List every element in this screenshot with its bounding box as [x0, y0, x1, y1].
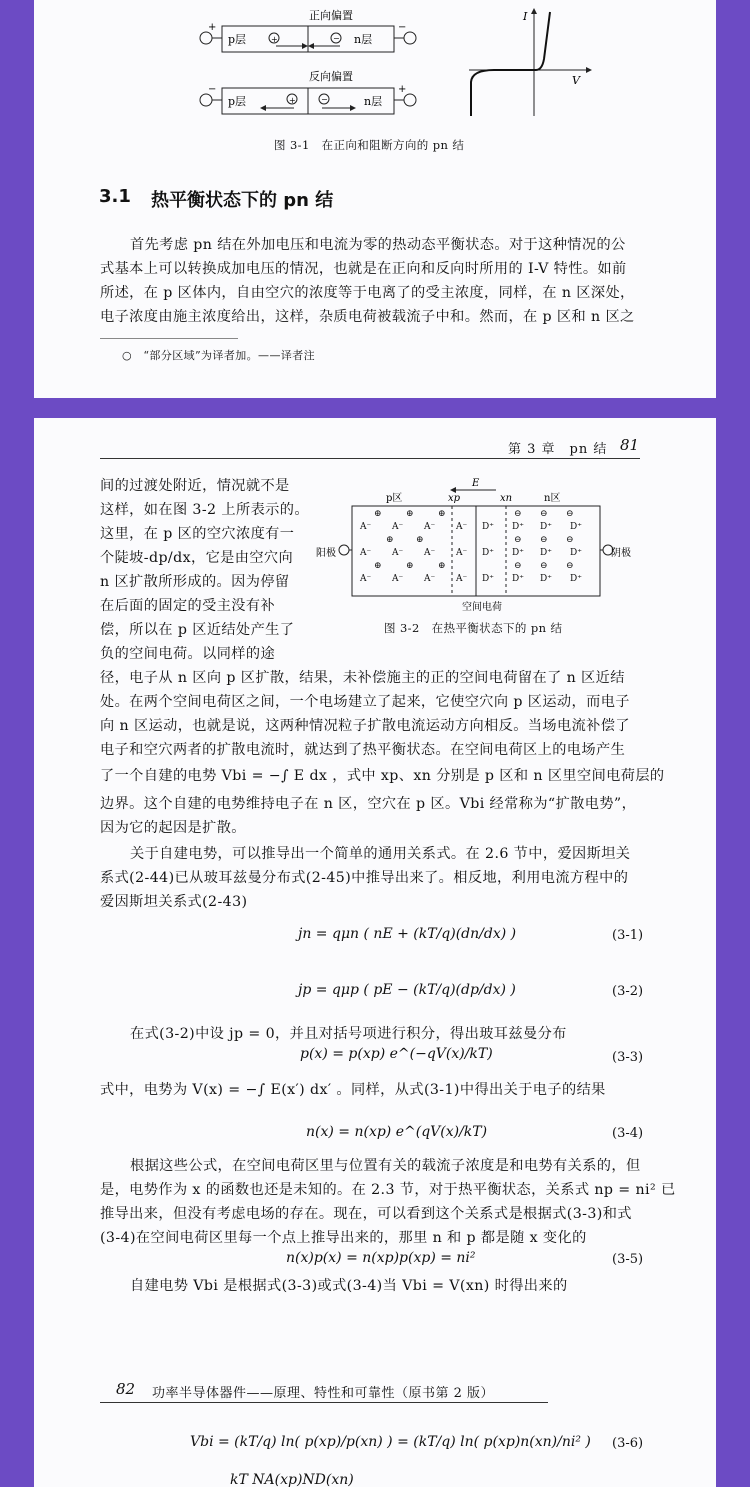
- svg-text:A⁻: A⁻: [424, 574, 436, 584]
- svg-text:⊕: ⊕: [438, 509, 446, 519]
- running-header-page: 81: [620, 436, 640, 454]
- wrap-line: n 区扩散所形成的。因为停留: [100, 574, 290, 590]
- svg-text:D⁺: D⁺: [540, 548, 552, 558]
- wrap-line: 这样，如在图 3-2 上所表示的。: [100, 502, 309, 518]
- svg-text:⊖: ⊖: [514, 535, 522, 545]
- svg-text:A⁻: A⁻: [456, 574, 468, 584]
- paragraph-line: 电子和空穴两者的扩散电流时，就达到了热平衡状态。在空间电荷区上的电场产生: [100, 742, 626, 758]
- forward-minus: −: [398, 22, 407, 33]
- svg-text:D⁺: D⁺: [570, 522, 582, 532]
- paragraph-line: 了一个自建的电势 Vbi = −∫ E dx ，式中 xp、xn 分别是 p 区和 n 区里空间电荷层的: [100, 768, 665, 784]
- svg-text:A⁻: A⁻: [392, 522, 404, 532]
- footer-book-title: 功率半导体器件——原理、特性和可靠性（原书第 2 版）: [152, 1386, 495, 1401]
- figure-3-2: [316, 474, 634, 619]
- forward-label: 正向偏置: [309, 9, 353, 22]
- wrap-line: 在后面的固定的受主没有补: [100, 598, 276, 614]
- paragraph-line: 处。在两个空间电荷区之间，一个电场建立了起来，它使空穴向 p 区运动，而电子: [100, 694, 630, 710]
- figure-3-2-caption: 图 3-2 在热平衡状态下的 pn 结: [384, 621, 563, 635]
- svg-text:−: −: [333, 34, 340, 43]
- svg-text:D⁺: D⁺: [482, 522, 494, 532]
- svg-text:⊕: ⊕: [438, 561, 446, 571]
- paragraph-line: 根据这些公式，在空间电荷区里与位置有关的载流子浓度是和电势有关系的，但: [130, 1158, 641, 1174]
- paragraph-line: 边界。这个自建的电势维持电子在 n 区，空穴在 p 区。Vbi 经常称为“扩散电势”，: [100, 796, 637, 812]
- svg-text:−: −: [321, 95, 328, 104]
- paragraph-line: 推导出来，但没有考虑电场的存在。现在，可以看到这个关系式是根据式(3-3)和式: [100, 1206, 632, 1222]
- axis-i-label: I: [523, 10, 528, 23]
- svg-text:+: +: [289, 96, 296, 105]
- svg-text:⊕: ⊕: [374, 509, 382, 519]
- paragraph-line: 向 n 区运动，也就是说，这两种情况粒子扩散电流运动方向相反。当场电流补偿了: [100, 718, 630, 734]
- svg-text:D⁺: D⁺: [540, 574, 552, 584]
- footnote-rule: [100, 338, 238, 339]
- wrap-line: 负的空间电荷。以同样的途: [100, 646, 276, 662]
- svg-text:⊖: ⊖: [514, 561, 522, 571]
- paragraph-line: 关于自建电势，可以推导出一个简单的通用关系式。在 2.6 节中，爱因斯坦关: [130, 846, 631, 862]
- paragraph-line: 因为它的起因是扩散。: [100, 820, 246, 836]
- header-rule: [100, 458, 640, 459]
- equation-3-2-number: (3-2): [612, 984, 644, 999]
- equation-3-3: p(x) = p(xp) e^(−qV(x)/kT): [300, 1046, 493, 1062]
- wrap-line: 间的过渡处附近，情况就不是: [100, 478, 290, 494]
- equation-3-1: jn = qμn ( nE + (kT/q)(dn/dx) ): [298, 926, 517, 942]
- footnote: ○ “部分区域”为译者加。——译者注: [122, 349, 316, 362]
- svg-text:⊖: ⊖: [514, 509, 522, 519]
- space-charge-label: 空间电荷: [462, 602, 502, 613]
- equation-3-1-number: (3-1): [612, 928, 644, 943]
- equation-3-3-number: (3-3): [612, 1050, 644, 1065]
- figure-3-1-caption: 图 3-1 在正向和阻断方向的 pn 结: [274, 138, 465, 152]
- page-1: [0, 0, 750, 398]
- svg-text:A⁻: A⁻: [424, 548, 436, 558]
- forward-p-layer: p层: [228, 33, 247, 46]
- paragraph-line: 径，电子从 n 区向 p 区扩散，结果，未补偿施主的正的空间电荷留在了 n 区近结: [100, 670, 625, 686]
- svg-text:D⁺: D⁺: [512, 548, 524, 558]
- svg-text:D⁺: D⁺: [570, 574, 582, 584]
- cathode-label: 阴极: [611, 548, 631, 559]
- reverse-label: 反向偏置: [309, 70, 353, 83]
- svg-text:⊕: ⊕: [416, 535, 424, 545]
- reverse-plus: +: [398, 84, 407, 95]
- paragraph-line: 所述，在 p 区体内，自由空穴的浓度等于电离了的受主浓度，同样，在 n 区深处，: [100, 285, 635, 301]
- reverse-minus: −: [208, 84, 217, 95]
- equation-3-2: jp = qμp ( pE − (kT/q)(dp/dx) ): [298, 982, 516, 998]
- svg-text:D⁺: D⁺: [540, 522, 552, 532]
- footer-page-number: 82: [116, 1380, 136, 1398]
- svg-text:⊕: ⊕: [374, 561, 382, 571]
- svg-text:D⁺: D⁺: [512, 574, 524, 584]
- paragraph-line: 式中，电势为 V(x) = −∫ E(x′) dx′ 。同样，从式(3-1)中得出关于电子的结果: [100, 1082, 606, 1098]
- svg-text:⊖: ⊖: [540, 535, 548, 545]
- svg-text:⊖: ⊖: [566, 509, 574, 519]
- paragraph-line: 系式(2-44)已从玻耳兹曼分布式(2-45)中推导出来了。相反地，利用电流方程中的: [100, 870, 629, 886]
- footer-rule: [100, 1402, 548, 1403]
- svg-text:⊖: ⊖: [566, 535, 574, 545]
- figure-3-1: [194, 4, 594, 124]
- paragraph-line: 式基本上可以转换成加电压的情况，也就是在正向和反向时所用的 I-V 特性。如前: [100, 261, 627, 277]
- field-label: E: [472, 478, 480, 489]
- equation-3-5: n(x)p(x) = n(xp)p(xp) = ni²: [286, 1250, 476, 1266]
- wrap-line: 偿，所以在 p 区近结处产生了: [100, 622, 295, 638]
- running-header-chapter: 第 3 章 pn 结: [508, 442, 608, 457]
- paragraph-line: (3-4)在空间电荷区里每一个点上推导出来的，那里 n 和 p 都是随 x 变化的: [100, 1230, 587, 1246]
- svg-text:D⁺: D⁺: [482, 548, 494, 558]
- wrap-line: 这里，在 p 区的空穴浓度有一: [100, 526, 295, 542]
- equation-3-6: Vbi = (kT/q) ln( p(xp)/p(xn) ) = (kT/q) ln( p(xp)n(xn)/ni² ): [190, 1434, 591, 1450]
- reverse-p-layer: p层: [228, 95, 247, 108]
- forward-plus: +: [208, 22, 217, 33]
- svg-text:+: +: [271, 35, 278, 44]
- wrap-line: 个陡坡-dp/dx，它是由空穴向: [100, 550, 294, 566]
- svg-text:A⁻: A⁻: [392, 548, 404, 558]
- axis-v-label: V: [572, 74, 580, 87]
- forward-n-layer: n层: [354, 33, 373, 46]
- page-2: [0, 418, 750, 1487]
- svg-text:⊖: ⊖: [540, 561, 548, 571]
- svg-text:D⁺: D⁺: [482, 574, 494, 584]
- svg-text:A⁻: A⁻: [456, 548, 468, 558]
- svg-text:A⁻: A⁻: [360, 574, 372, 584]
- xn-label: xn: [500, 493, 513, 504]
- equation-3-4: n(x) = n(xp) e^(qV(x)/kT): [306, 1124, 488, 1140]
- svg-text:D⁺: D⁺: [570, 548, 582, 558]
- equation-3-5-number: (3-5): [612, 1252, 644, 1267]
- svg-text:⊕: ⊕: [406, 509, 414, 519]
- paragraph-line: 是，电势作为 x 的函数也还是未知的。在 2.3 节，对于热平衡状态，关系式 np = ni² 已: [100, 1182, 676, 1198]
- svg-text:⊕: ⊕: [386, 535, 394, 545]
- section-title: 热平衡状态下的 pn 结: [151, 190, 334, 211]
- equation-3-7-partial: kT NA(xp)ND(xn): [230, 1472, 354, 1487]
- reverse-n-layer: n层: [364, 95, 383, 108]
- paragraph-line: 电子浓度由施主浓度给出，这样，杂质电荷被载流子中和。然而，在 p 区和 n 区之: [100, 309, 635, 325]
- svg-text:A⁻: A⁻: [360, 522, 372, 532]
- section-number: 3.1: [99, 186, 131, 207]
- paragraph-line: 自建电势 Vbi 是根据式(3-3)或式(3-4)当 Vbi = V(xn) 时得出来的: [130, 1278, 568, 1294]
- p-region-label: p区: [386, 493, 403, 504]
- svg-text:A⁻: A⁻: [424, 522, 436, 532]
- svg-text:⊕: ⊕: [406, 561, 414, 571]
- svg-text:A⁻: A⁻: [360, 548, 372, 558]
- svg-text:⊖: ⊖: [566, 561, 574, 571]
- paragraph-line: 首先考虑 pn 结在外加电压和电流为零的热动态平衡状态。对于这种情况的公: [130, 237, 626, 253]
- n-region-label: n区: [544, 493, 561, 504]
- anode-label: 阳极: [316, 548, 336, 559]
- svg-text:A⁻: A⁻: [456, 522, 468, 532]
- svg-text:A⁻: A⁻: [392, 574, 404, 584]
- paragraph-line: 在式(3-2)中设 jp = 0，并且对括号项进行积分，得出玻耳兹曼分布: [130, 1026, 567, 1042]
- equation-3-4-number: (3-4): [612, 1126, 644, 1141]
- svg-text:⊖: ⊖: [540, 509, 548, 519]
- xp-label: xp: [448, 493, 461, 504]
- svg-text:D⁺: D⁺: [512, 522, 524, 532]
- equation-3-6-number: (3-6): [612, 1436, 644, 1451]
- paragraph-line: 爱因斯坦关系式(2-43): [100, 894, 248, 910]
